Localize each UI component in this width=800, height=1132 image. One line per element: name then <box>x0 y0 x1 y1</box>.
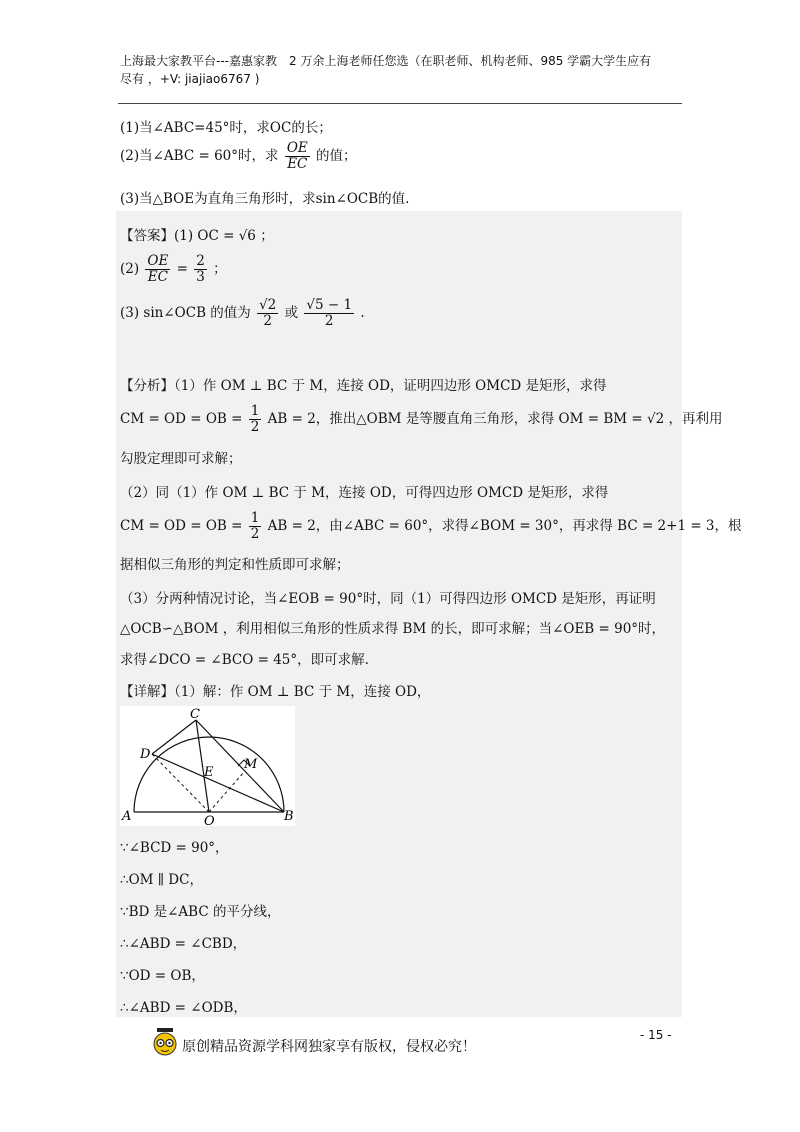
label-m: M <box>244 757 258 772</box>
answer-3-value-1 <box>257 298 278 329</box>
analysis-1b <box>120 404 722 435</box>
answer-2-suffix: ； <box>213 261 227 277</box>
header-line-1: 上海最大家教平台---嘉惠家教 2 万余上海老师任您选（在职老师、机构老师、985 学霸大学生应有 <box>120 54 652 68</box>
header-divider <box>118 103 682 104</box>
mascot-logo-icon <box>150 1026 180 1056</box>
question-2 <box>120 141 357 172</box>
answer-3-value-2 <box>304 298 354 329</box>
analysis-1b-denominator: 2 <box>250 419 260 435</box>
analysis-2b-fraction <box>249 511 262 542</box>
question-2-denominator: EC <box>287 156 308 172</box>
analysis-2b-denominator: 2 <box>250 526 260 542</box>
footer-copyright: 原创精品资源学科网独家享有版权，侵权必究！ <box>182 1039 476 1055</box>
geometry-figure <box>120 706 295 826</box>
answer-3-value-1-numerator: √2 <box>259 297 277 313</box>
analysis-1b-prefix: CM = OD = OB = <box>120 411 243 427</box>
detail-step-3: ∵BD 是∠ABC 的平分线， <box>120 904 281 920</box>
header-line-2: 尽有 ，+V: jiajiao6767 ) <box>120 72 260 86</box>
label-d: D <box>140 747 151 762</box>
question-3: (3)当△BOE为直角三角形时，求sin∠OCB的值. <box>120 191 410 207</box>
answer-3-prefix: (3) sin∠OCB 的值为 <box>120 305 251 321</box>
analysis-3c: 求得∠DCO = ∠BCO = 45°，即可求解. <box>120 652 369 668</box>
analysis-3b: △OCB∽△BOM ，利用相似三角形的性质求得 BM 的长，即可求解；当∠OEB = 90°时， <box>120 621 666 637</box>
answer-2-ratio-numerator: OE <box>147 253 169 269</box>
answer-3-value-2-denominator: 2 <box>324 313 334 329</box>
question-2-numerator: OE <box>286 140 308 156</box>
label-b: B <box>284 809 294 824</box>
detail-step-4: ∴∠ABD = ∠CBD， <box>120 936 247 952</box>
answer-2-ratio-denominator: EC <box>147 269 168 285</box>
answer-2-fraction-ratio <box>145 254 170 285</box>
label-o: O <box>204 814 215 826</box>
analysis-3a: （3）分两种情况讨论，当∠EOB = 90°时，同（1）可得四边形 OMCD 是矩形，再证明 <box>120 591 656 607</box>
segment-db <box>152 754 284 812</box>
detail-intro: 【详解】（1）解：作 OM ⊥ BC 于 M，连接 OD， <box>120 684 431 700</box>
page-number: - 15 - <box>640 1028 672 1042</box>
answer-line-2 <box>120 254 227 285</box>
segment-dc <box>152 720 196 754</box>
label-a: A <box>122 809 132 824</box>
label-e: E <box>204 765 214 780</box>
answer-2-equals: = <box>176 261 188 277</box>
question-2-fraction <box>285 141 310 172</box>
analysis-1a: 【分析】（1）作 OM ⊥ BC 于 M，连接 OD，证明四边形 OMCD 是矩形，求得 <box>120 378 607 394</box>
answer-3-or: 或 <box>284 305 299 321</box>
detail-step-1: ∵∠BCD = 90°， <box>120 840 229 856</box>
analysis-1c: 勾股定理即可求解； <box>120 451 242 467</box>
analysis-1b-fraction <box>249 404 262 435</box>
analysis-1b-suffix: AB = 2，推出△OBM 是等腰直角三角形，求得 OM = BM = √2 ，再利用 <box>267 411 723 427</box>
analysis-2b <box>120 511 742 542</box>
answer-line-1 <box>120 224 274 244</box>
detail-step-2: ∴OM ∥ DC， <box>120 872 203 888</box>
question-2-prefix: (2)当∠ABC = 60°时，求 <box>120 148 279 164</box>
answer-2-fraction-value <box>194 254 207 285</box>
page-header <box>120 52 680 88</box>
detail-step-5: ∵OD = OB， <box>120 968 205 984</box>
analysis-1b-numerator: 1 <box>250 403 260 419</box>
detail-step-6: ∴∠ABD = ∠ODB， <box>120 1000 247 1016</box>
answer-2-value-numerator: 2 <box>196 253 205 269</box>
solution-panel <box>116 211 682 1017</box>
analysis-2a: （2）同（1）作 OM ⊥ BC 于 M，连接 OD，可得四边形 OMCD 是矩形，求得 <box>120 485 609 501</box>
answer-2-value-denominator: 3 <box>196 269 205 285</box>
analysis-2b-prefix: CM = OD = OB = <box>120 518 243 534</box>
analysis-2b-suffix: AB = 2，由∠ABC = 60°，求得∠BOM = 30°，再求得 BC = 2+1 = 3，根 <box>267 518 742 534</box>
question-1: (1)当∠ABC=45°时，求OC的长； <box>120 120 332 136</box>
answer-3-suffix: . <box>360 305 365 321</box>
answer-label: 【答案】 <box>120 228 174 244</box>
answer-2-prefix: (2) <box>120 261 140 277</box>
segment-od-dashed <box>152 754 209 812</box>
analysis-2b-numerator: 1 <box>250 510 260 526</box>
geometry-diagram <box>120 706 295 826</box>
question-2-suffix: 的值； <box>316 148 357 164</box>
answer-1: (1) OC = √6 ； <box>174 228 274 244</box>
label-c: C <box>190 707 200 722</box>
analysis-2c: 据相似三角形的判定和性质即可求解； <box>120 557 350 573</box>
answer-3-value-2-numerator: √5 − 1 <box>306 297 353 313</box>
answer-3-value-1-denominator: 2 <box>263 313 272 329</box>
answer-line-3 <box>120 298 365 329</box>
